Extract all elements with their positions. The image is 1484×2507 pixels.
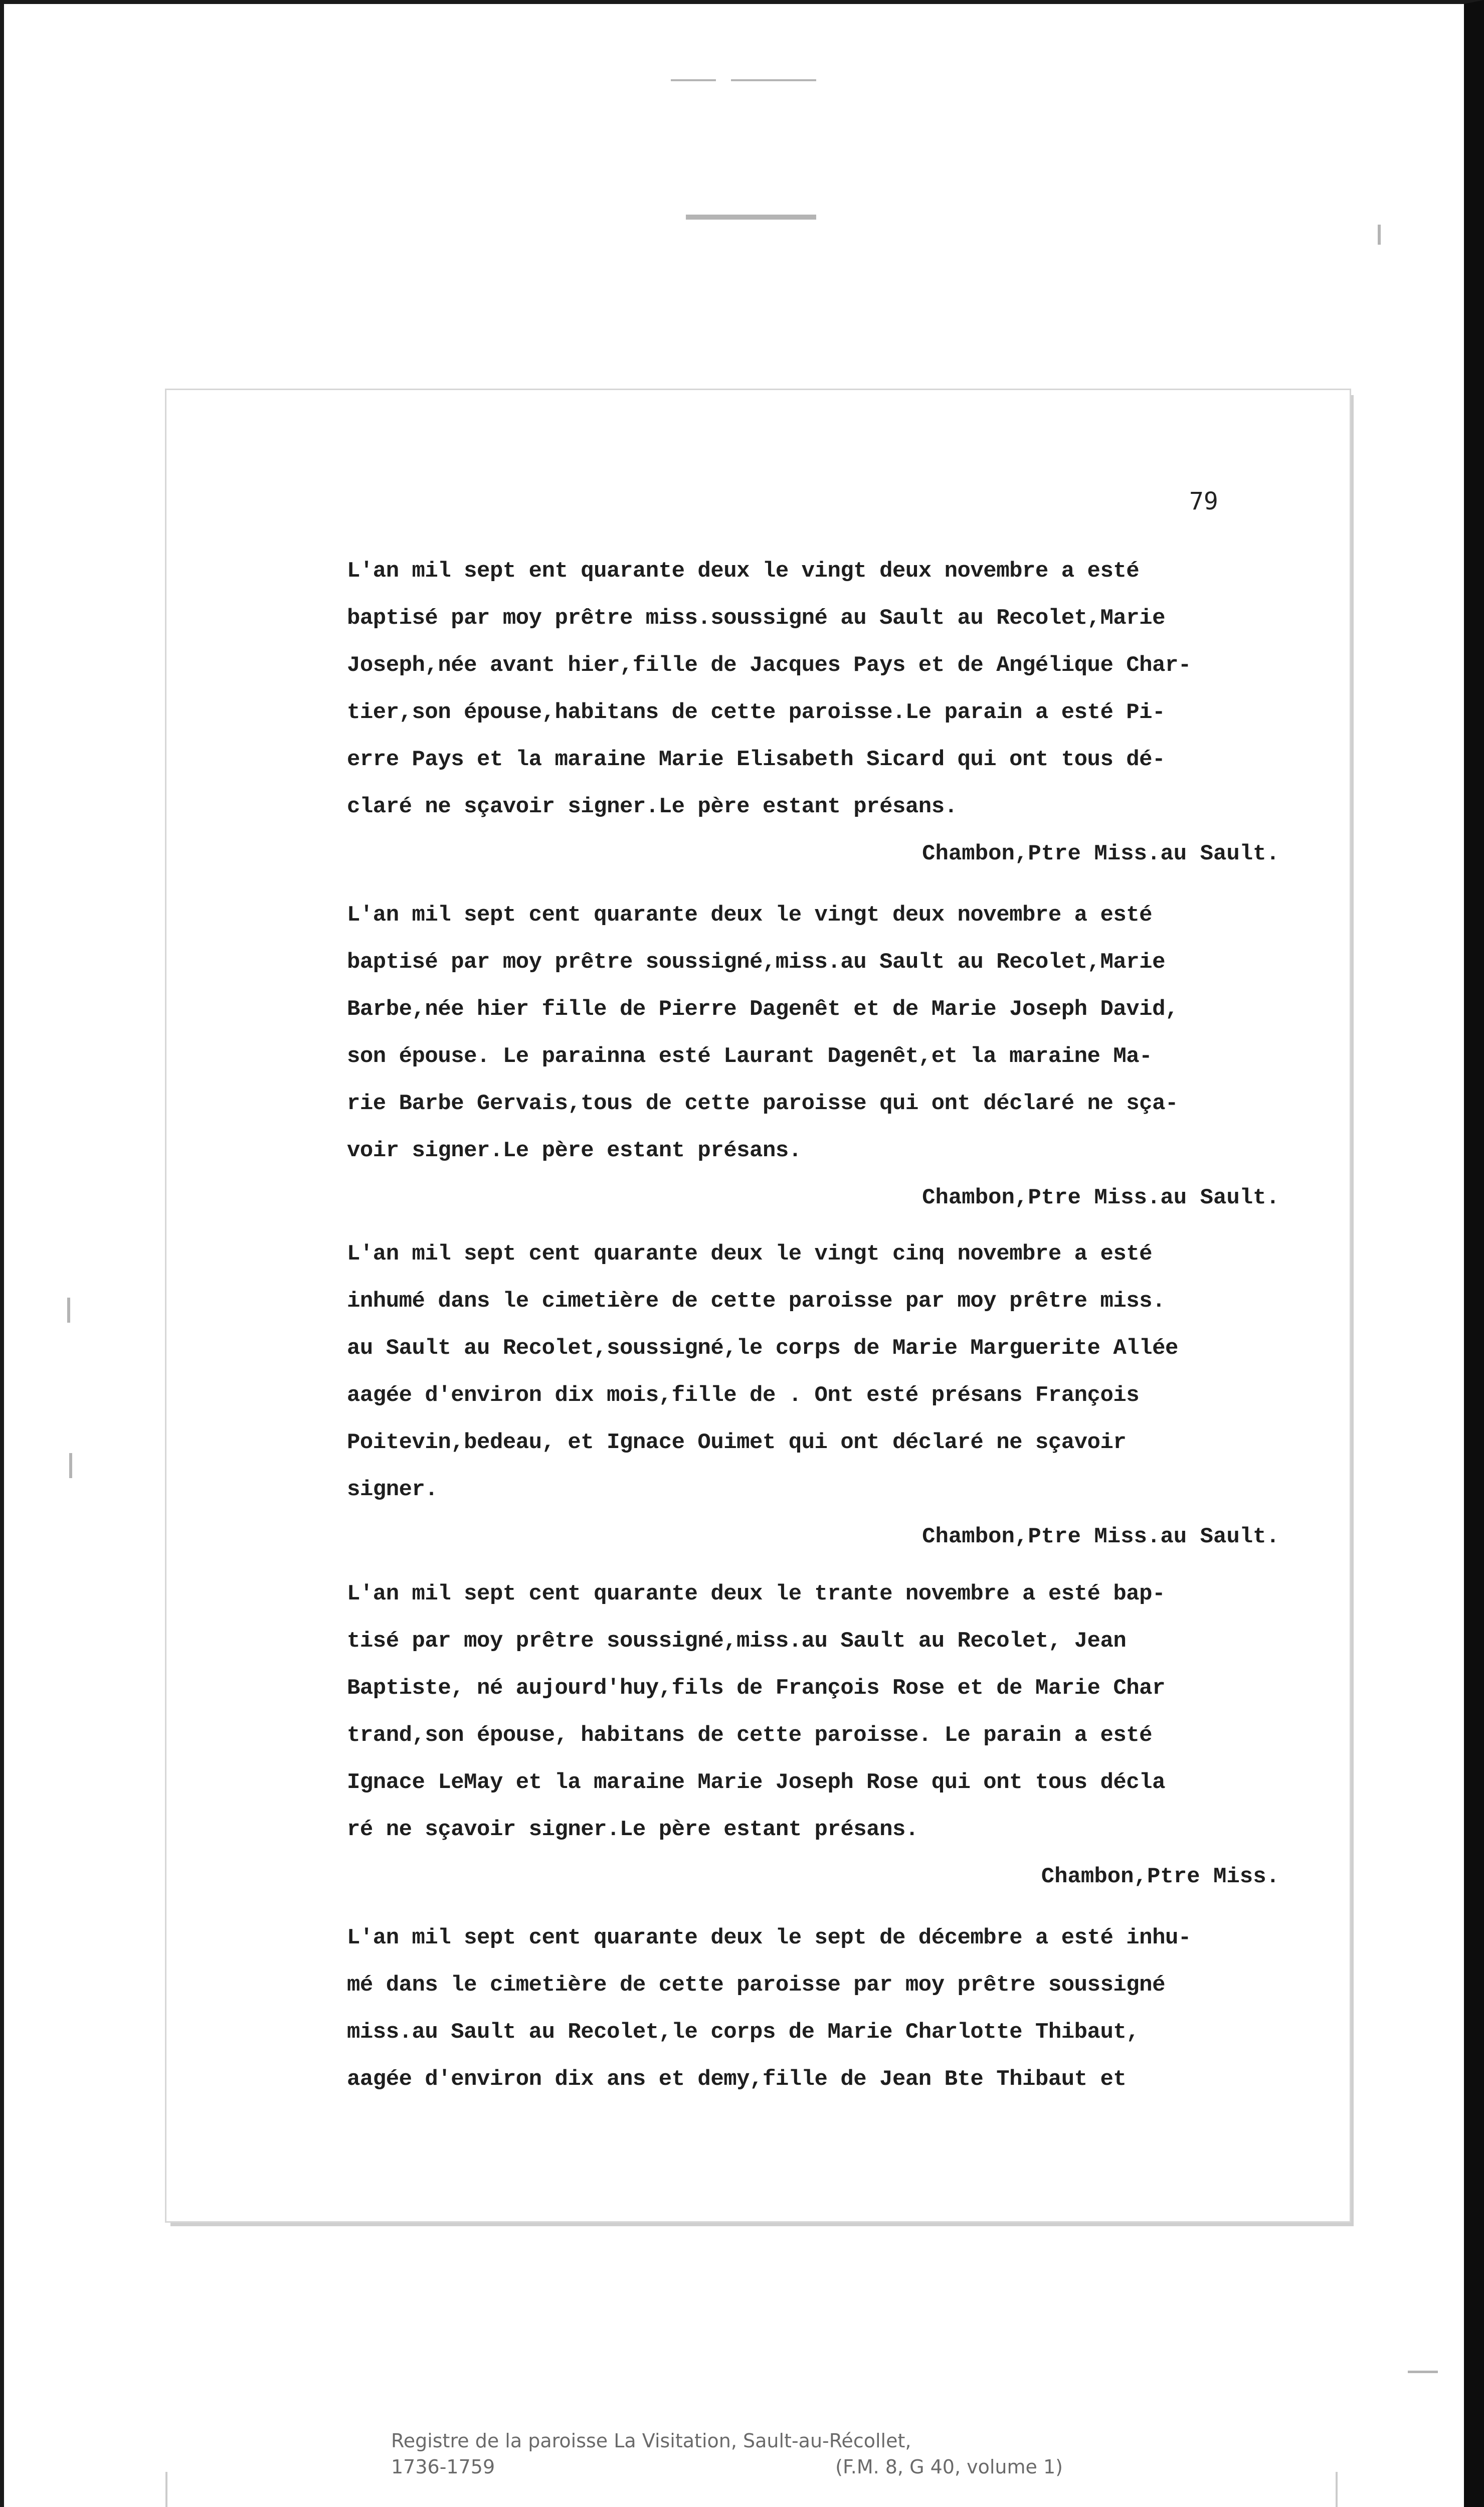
scratch-mark xyxy=(67,1298,70,1323)
register-entry-5 xyxy=(347,1914,1300,2103)
entry-line: ré ne sçavoir signer.Le père estant présans. xyxy=(347,1817,918,1842)
entry-line: son épouse. Le parainna esté Laurant Dagenêt,et la maraine Ma- xyxy=(347,1044,1153,1069)
entry-line: rie Barbe Gervais,tous de cette paroisse qui ont déclaré ne sça- xyxy=(347,1091,1178,1116)
scratch-mark xyxy=(1378,225,1381,245)
entry-line: tisé par moy prêtre soussigné,miss.au Sault au Recolet, Jean xyxy=(347,1629,1127,1654)
scratch-mark xyxy=(731,79,816,81)
entry-line: Barbe,née hier fille de Pierre Dagenêt et de Marie Joseph David, xyxy=(347,997,1178,1022)
entry-line: erre Pays et la maraine Marie Elisabeth Sicard qui ont tous dé- xyxy=(347,747,1165,772)
reference-line: Registre de la paroisse La Visitation, Sault-au-Récollet, xyxy=(391,2430,911,2452)
entry-line: tier,son épouse,habitans de cette paroisse.Le parain a esté Pi- xyxy=(347,700,1165,725)
signature: Chambon,Ptre Miss.au Sault. xyxy=(922,1185,1279,1210)
entry-line: aagée d'environ dix mois,fille de . Ont esté présans François xyxy=(347,1383,1140,1408)
entry-line: L'an mil sept cent quarante deux le sept de décembre a esté inhu- xyxy=(347,1925,1191,1950)
document-page xyxy=(166,390,1350,2221)
scratch-mark xyxy=(686,215,816,220)
entry-line: trand,son épouse, habitans de cette paroisse. Le parain a esté xyxy=(347,1723,1153,1748)
entry-line: L'an mil sept cent quarante deux le vingt cinq novembre a esté xyxy=(347,1241,1153,1267)
scratch-mark xyxy=(671,79,716,81)
entry-line: voir signer.Le père estant présans. xyxy=(347,1138,802,1163)
entry-line: L'an mil sept cent quarante deux le trante novembre a esté bap- xyxy=(347,1581,1165,1606)
entry-line: L'an mil sept cent quarante deux le vingt deux novembre a esté xyxy=(347,903,1153,928)
entry-line: L'an mil sept ent quarante deux le vingt deux novembre a esté xyxy=(347,559,1140,584)
signature: Chambon,Ptre Miss. xyxy=(1041,1864,1279,1889)
entry-line: aagée d'environ dix ans et demy,fille de Jean Bte Thibaut et xyxy=(347,2067,1127,2092)
entry-line: Poitevin,bedeau, et Ignace Ouimet qui ont déclaré ne sçavoir xyxy=(347,1430,1127,1455)
scratch-mark xyxy=(69,1453,72,1478)
entry-line: signer. xyxy=(347,1477,438,1502)
reference-dates: 1736-1759 xyxy=(391,2456,495,2478)
entry-line: mé dans le cimetière de cette paroisse par moy prêtre soussigné xyxy=(347,1973,1165,1998)
entry-line: au Sault au Recolet,soussigné,le corps de Marie Marguerite Allée xyxy=(347,1336,1178,1361)
entry-line: inhumé dans le cimetière de cette paroisse par moy prêtre miss. xyxy=(347,1289,1165,1314)
entry-line: miss.au Sault au Recolet,le corps de Marie Charlotte Thibaut, xyxy=(347,2020,1140,2045)
register-entry-1 xyxy=(347,548,1300,877)
page-number: 79 xyxy=(1189,487,1218,515)
stamp-box xyxy=(165,2472,1338,2507)
register-entry-2 xyxy=(347,891,1300,1221)
signature: Chambon,Ptre Miss.au Sault. xyxy=(922,1524,1279,1549)
register-entry-4 xyxy=(347,1570,1300,1900)
entry-line: baptisé par moy prêtre soussigné,miss.au Sault au Recolet,Marie xyxy=(347,950,1165,975)
entry-line: Baptiste, né aujourd'huy,fils de François Rose et de Marie Char xyxy=(347,1676,1165,1701)
entry-line: Joseph,née avant hier,fille de Jacques Pays et de Angélique Char- xyxy=(347,653,1191,678)
signature: Chambon,Ptre Miss.au Sault. xyxy=(922,841,1279,866)
scratch-mark xyxy=(1408,2371,1438,2373)
entry-line: Ignace LeMay et la maraine Marie Joseph Rose qui ont tous décla xyxy=(347,1770,1165,1795)
entry-line: claré ne sçavoir signer.Le père estant présans. xyxy=(347,794,958,819)
register-entry-3 xyxy=(347,1230,1300,1560)
entry-line: baptisé par moy prêtre miss.soussigné au Sault au Recolet,Marie xyxy=(347,606,1165,631)
reference-volume: (F.M. 8, G 40, volume 1) xyxy=(835,2456,1063,2478)
